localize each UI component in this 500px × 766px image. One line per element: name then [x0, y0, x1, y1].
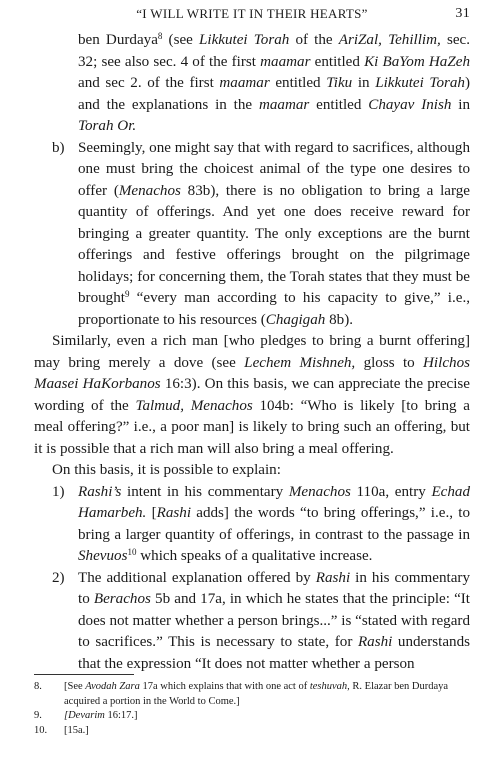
text-run: [: [146, 505, 157, 521]
footnote: [34, 709, 470, 724]
italic-text: Likkutei Torah: [199, 32, 290, 48]
italic-text: Rashi: [156, 505, 192, 521]
item-label: 1): [52, 483, 65, 500]
item-text: [78, 140, 470, 328]
text-run: Similarly, even a rich man [who pledges to bring a burnt offering] may bring merely a dove (see: [34, 333, 470, 371]
italic-text: Chayav Inish: [368, 96, 452, 113]
italic-text: teshuvah,: [309, 681, 350, 692]
text-run: “every man according to his capacity to give,” i.e., proportionate to his resources (: [78, 290, 470, 328]
text-run: and sec 2. of the first: [78, 75, 220, 91]
paragraph-similarly: [34, 331, 470, 460]
text-run: gloss to: [355, 354, 424, 371]
text-run: ben Durdaya: [78, 32, 158, 48]
text-run: 16:3). On this basis, we can appreciate the precise wording of the: [34, 376, 470, 414]
italic-text: Rashi: [357, 634, 393, 650]
italic-text: AriZal, Tehillim,: [338, 32, 441, 48]
text-run: entitled: [269, 75, 327, 91]
text-run: which speaks of a qualitative increase.: [136, 548, 373, 564]
text-run: entitled: [310, 53, 365, 70]
text-run: entitled: [309, 96, 369, 113]
text-run: 17a which explains that with one act of: [139, 681, 310, 692]
italic-text: Ki BaYom HaZeh: [364, 53, 470, 70]
italic-text: Talmud, Menachos: [135, 397, 253, 414]
italic-text: Menachos: [118, 182, 181, 199]
text-run: sec. 32; see also sec. 4 of the first: [78, 32, 470, 70]
italic-text: Chagigah: [265, 311, 326, 328]
footnote: [34, 680, 470, 709]
text-run: of the: [289, 32, 339, 48]
text-run: 8b).: [325, 311, 353, 328]
text-run: in: [451, 96, 470, 113]
text-run: intent in his commentary: [121, 483, 289, 500]
text-run: 83b), there is no obligation to bring a large quantity of offerings. And yet one does receive reward for bringing a greater quantity. The only exceptions are the burnt offerings and festive offerings brought on the pilgrimage holidays; for concerning them, the Torah states that they must be brought: [78, 182, 470, 306]
paragraph-on-this-basis: On this basis, it is possible to explain:: [52, 462, 281, 478]
italic-text: Torah Or.: [78, 118, 137, 134]
footnote-divider: [34, 674, 134, 675]
italic-text: Echad Hamarbeh.: [78, 483, 470, 521]
running-header: [34, 6, 470, 28]
italic-text: maamar: [219, 75, 270, 91]
item-text: [78, 484, 470, 565]
list-item-2: [34, 568, 470, 676]
footnote-ref: 8: [157, 31, 163, 41]
text-run: R. Elazar ben Durdaya acquired a portion in the World to Come.]: [64, 681, 449, 707]
footnote-text: [64, 725, 89, 736]
list-item-b: [34, 138, 470, 332]
italic-text: maamar: [258, 96, 310, 113]
text-run: in his commentary to: [78, 569, 470, 607]
text-run: [See: [64, 681, 86, 692]
text-run: ) and the explanations in the: [78, 75, 470, 113]
footnote-ref: 9: [124, 289, 130, 299]
text-run: understands that the expression “It does not matter whether a person: [78, 634, 471, 672]
text-run: (see: [162, 32, 199, 48]
list-item-1: [34, 482, 470, 568]
footnote-text: [64, 710, 138, 721]
italic-text: Avodah Zara: [85, 681, 140, 692]
italic-text: [Devarim: [64, 710, 105, 721]
italic-text: Tiku: [326, 75, 353, 91]
text-run: 110a, entry: [350, 483, 432, 500]
main-text: [34, 30, 470, 675]
text-run: 104b: “Who is likely [to bring a meal offering?” i.e., a poor man] is likely to bring such an offering, but it is possible that a rich man will also bring a meal offering.: [34, 397, 470, 457]
italic-text: Hilchos Maasei HaKorbanos: [34, 354, 470, 392]
text-run: in: [352, 75, 376, 91]
page-number: 31: [455, 6, 470, 21]
item-label: b): [52, 139, 65, 156]
footnotes: [34, 680, 470, 738]
italic-text: Rashi’s: [78, 483, 122, 500]
text-run: [15a.]: [64, 724, 89, 736]
footnote-text: [64, 681, 448, 707]
footnote-number: 10.: [34, 724, 48, 736]
text-run: adds] the words “to bring offerings,” i.e., to bring a larger quantity of offerings, in contrast to the passage in: [78, 505, 470, 543]
footnote: [34, 724, 470, 739]
text-run: Seemingly, one might say that with regard to sacrifices, although one must bring the choicest animal of the type one desires to offer (: [78, 139, 470, 199]
text-run: 5b and 17a, in which he states that the principle: “It does not matter whether a person brings...” is “stated with regard to sacrifices.” This is necessary to state, for: [78, 591, 471, 650]
item-text: [78, 570, 470, 672]
text-run: The additional explanation offered by: [78, 569, 316, 586]
footnote-number: 9.: [34, 710, 42, 721]
running-title: “I WILL WRITE IT IN THEIR HEARTS”: [136, 6, 368, 21]
italic-text: Lechem Mishneh,: [244, 354, 356, 371]
footnote-ref: 10: [127, 547, 137, 557]
italic-text: maamar: [260, 53, 311, 70]
text-run: 16:17.]: [104, 710, 138, 721]
italic-text: Likkutei Torah: [375, 75, 465, 91]
italic-text: Rashi: [315, 569, 351, 586]
footnote-number: 8.: [34, 681, 42, 692]
italic-text: Menachos: [288, 483, 351, 500]
item-label: 2): [52, 569, 65, 586]
italic-text: Shevuos: [78, 548, 128, 564]
italic-text: Berachos: [93, 591, 151, 607]
paragraph-continuation: [34, 30, 470, 138]
